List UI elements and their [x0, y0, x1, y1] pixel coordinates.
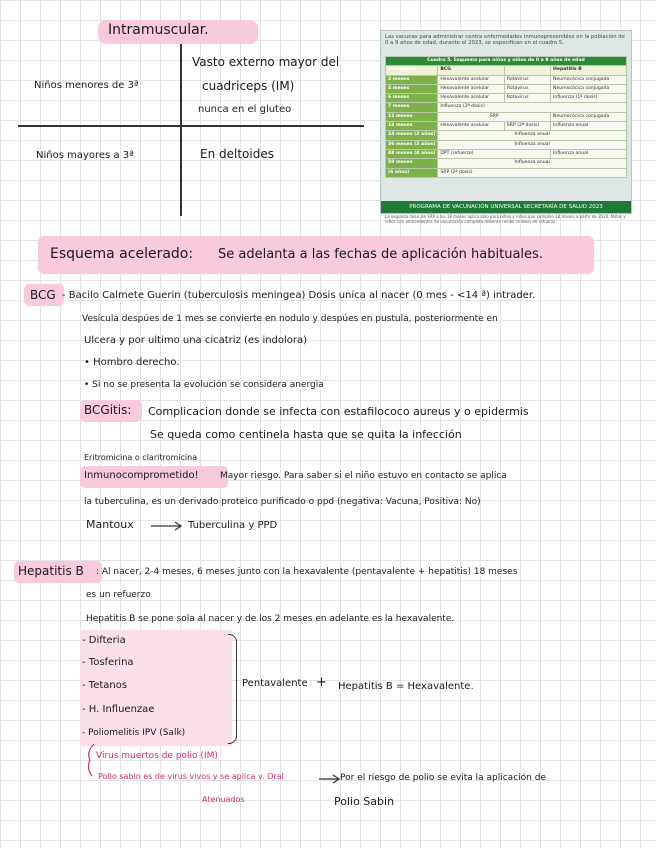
table-row: [386, 112, 627, 121]
list-item: - Difteria: [82, 635, 126, 646]
inmuno-line1: Mayor riesgo. Para saber si el niño estuvo en contacto se aplica: [220, 471, 507, 481]
row2-label: Niños mayores a 3ª: [36, 150, 134, 161]
right-line2: Polio Sabin: [334, 795, 395, 808]
hepatitis-line2: es un refuerzo: [86, 590, 151, 600]
table-cell: 6 meses: [386, 94, 438, 103]
table-cell: [504, 66, 550, 75]
table-cell: SRP (2ª dosis): [504, 122, 550, 131]
inmuno-label: Inmunocomprometido!: [84, 470, 199, 481]
hepatitis-line1: : Al nacer, 2-4 meses, 6 meses junto con la hexavalente (pentavalente + hepatitis) 18 meses: [96, 567, 518, 577]
vaccine-schedule-image: [380, 30, 632, 224]
arrow-right-icon: [150, 520, 184, 532]
table-row: [386, 84, 627, 93]
table-cell: 4 meses: [386, 84, 438, 93]
bcg-bullet1: • Hombro derecho.: [84, 357, 180, 368]
brace: [228, 634, 237, 744]
table-cell: 36 meses (3 años): [386, 140, 438, 149]
table-cell: 7 meses: [386, 103, 438, 112]
formula-plus: +: [316, 675, 327, 690]
list-item: - Tosferina: [82, 657, 134, 668]
table-cell: 59 meses: [386, 159, 438, 168]
table-vertical-divider: [180, 44, 182, 216]
table-row: [386, 168, 627, 177]
row2-value: En deltoides: [200, 147, 274, 161]
list-item: - Poliomelitis IPV (Salk): [82, 728, 186, 738]
image-note: La segunda dosis de SRP a los 18 meses aplica sólo para niñas y niños que cumplen 18 meses a partir de 2020. Niñas y niños con antecedentes de vacunación completa deberán recibir la dosis de refuerzo.: [385, 214, 626, 224]
table-cell: Influenza anual: [551, 122, 627, 131]
table-cell: Hexavalente acelular: [438, 94, 505, 103]
table-cell: Influenza anual: [438, 140, 627, 149]
list-item: - H. Influenzae: [82, 704, 155, 715]
list-item: - Tetanos: [82, 680, 128, 691]
table-cell: Influenza (2ª dosis): [438, 103, 627, 112]
bcgitis-label: BCGitis:: [84, 403, 132, 417]
table-cell: Hepatitis B: [551, 66, 627, 75]
table-cell: Influenza anual: [438, 159, 627, 168]
table-row: [386, 149, 627, 158]
bcgitis-line1: Complicacion donde se infecta con estafilococo aureus y o epidermis: [148, 405, 529, 418]
table-cell: Hexavalente acelular: [438, 75, 505, 84]
pink-connector-icon: [84, 742, 98, 780]
table-cell: 12 meses: [386, 112, 438, 121]
hepatitis-label: Hepatitis B: [18, 564, 84, 578]
arrow-right-icon: [318, 773, 342, 785]
table-cell: (6 años): [386, 168, 438, 177]
hepatitis-line3: Hepatitis B se pone sola al nacer y de los 2 meses en adelante es la hexavalente.: [86, 614, 455, 624]
table-cell: Influenza anual: [438, 131, 627, 140]
table-cell: Hexavalente acelular: [438, 84, 505, 93]
table-cell: 18 meses: [386, 122, 438, 131]
mantoux-label: Mantoux: [86, 518, 134, 531]
pink-line2: Polio sabin es de virus vivos y se aplica v. Oral: [98, 772, 284, 781]
table-cell: 24 meses (2 años): [386, 131, 438, 140]
table-cell: Neumocócica conjugada: [551, 75, 627, 84]
formula-result: Hepatitis B = Hexavalente.: [338, 681, 474, 692]
bcg-bullet2: • Si no se presenta la evolución se considera anergia: [84, 380, 324, 390]
table-row: [386, 122, 627, 131]
row1-line3: nunca en el gluteo: [198, 104, 292, 115]
table-cell: Rotavirus: [504, 84, 550, 93]
table-cell: SRP: [438, 112, 551, 121]
table-cell: 2 meses: [386, 75, 438, 84]
table-horizontal-divider: [18, 125, 364, 127]
table-row: [386, 140, 627, 149]
table-cell: Rotavirus: [504, 94, 550, 103]
intramuscular-title: Intramuscular.: [108, 22, 209, 38]
table-cell: BCG: [438, 66, 505, 75]
table-row: [386, 103, 627, 112]
image-caption: Las vacunas para administrar contra enfermedades inmunoprevenibles en la población de 0 a 9 años de edad, durante el 2023, se especifican en el cuadro 5.: [385, 34, 625, 47]
bcg-line1: - Bacilo Calmete Guerin (tuberculosis meningea) Dosis unica al nacer (0 mes - <14 ª) intrader.: [62, 290, 536, 301]
table-cell: Nacimiento: [386, 66, 438, 75]
esquema-label: Esquema acelerado:: [50, 246, 194, 262]
bcgitis-line2: Se queda como centinela hasta que se quita la infección: [150, 428, 462, 441]
right-line1: Por el riesgo de polio se evita la aplicación de: [340, 773, 546, 783]
mantoux-rest: Tuberculina y PPD: [188, 520, 278, 531]
table-row: [386, 94, 627, 103]
row1-line2: cuadriceps (IM): [202, 79, 295, 93]
table-cell: Influenza anual: [551, 149, 627, 158]
table-cell: Neumocócica conjugada: [551, 84, 627, 93]
table-cell: Influenza (1ª dosis): [551, 94, 627, 103]
table-cell: 48 meses (4 años): [386, 149, 438, 158]
row1-label: Niños menores de 3ª: [34, 80, 139, 91]
small-note: Eritromicina o claritromicina: [84, 453, 198, 462]
esquema-text: Se adelanta a las fechas de aplicación habituales.: [218, 247, 543, 262]
pink-line3: Atenuados: [202, 795, 245, 804]
table-row: [386, 75, 627, 84]
table-cell: Rotavirus: [504, 75, 550, 84]
table-cell: Hexavalente acelular: [438, 122, 505, 131]
formula-pentavalente: Pentavalente: [242, 678, 308, 689]
inmuno-line2: la tuberculina, es un derivado proteico purificado o ppd (negativa: Vacuna, Positiva: No): [84, 497, 481, 507]
table-row: [386, 159, 627, 168]
bcg-line3: Ulcera y por ultimo una cicatriz (es indolora): [84, 335, 308, 346]
table-cell: DPT (refuerzo): [438, 149, 551, 158]
table-cell: SRP (2ª dosis): [438, 168, 627, 177]
table-cell: Neumocócica conjugada: [551, 112, 627, 121]
schedule-table: [385, 56, 627, 178]
schedule-table-title: Cuadro 5. Esquema para niñas y niños de 0 a 9 años de edad: [386, 57, 627, 66]
table-row: [386, 131, 627, 140]
row1-line1: Vasto externo mayor del: [192, 55, 340, 69]
bcg-label: BCG: [30, 288, 56, 302]
image-footer: PROGRAMA DE VACUNACIÓN UNIVERSAL SECRETARÍA DE SALUD 2023: [381, 201, 631, 213]
bcg-line2: Vesícula despúes de 1 mes se convierte en nodulo y despúes en pustula, posteriormente en: [82, 314, 498, 324]
pink-line1: Virus muertos de polio (IM): [96, 751, 218, 761]
